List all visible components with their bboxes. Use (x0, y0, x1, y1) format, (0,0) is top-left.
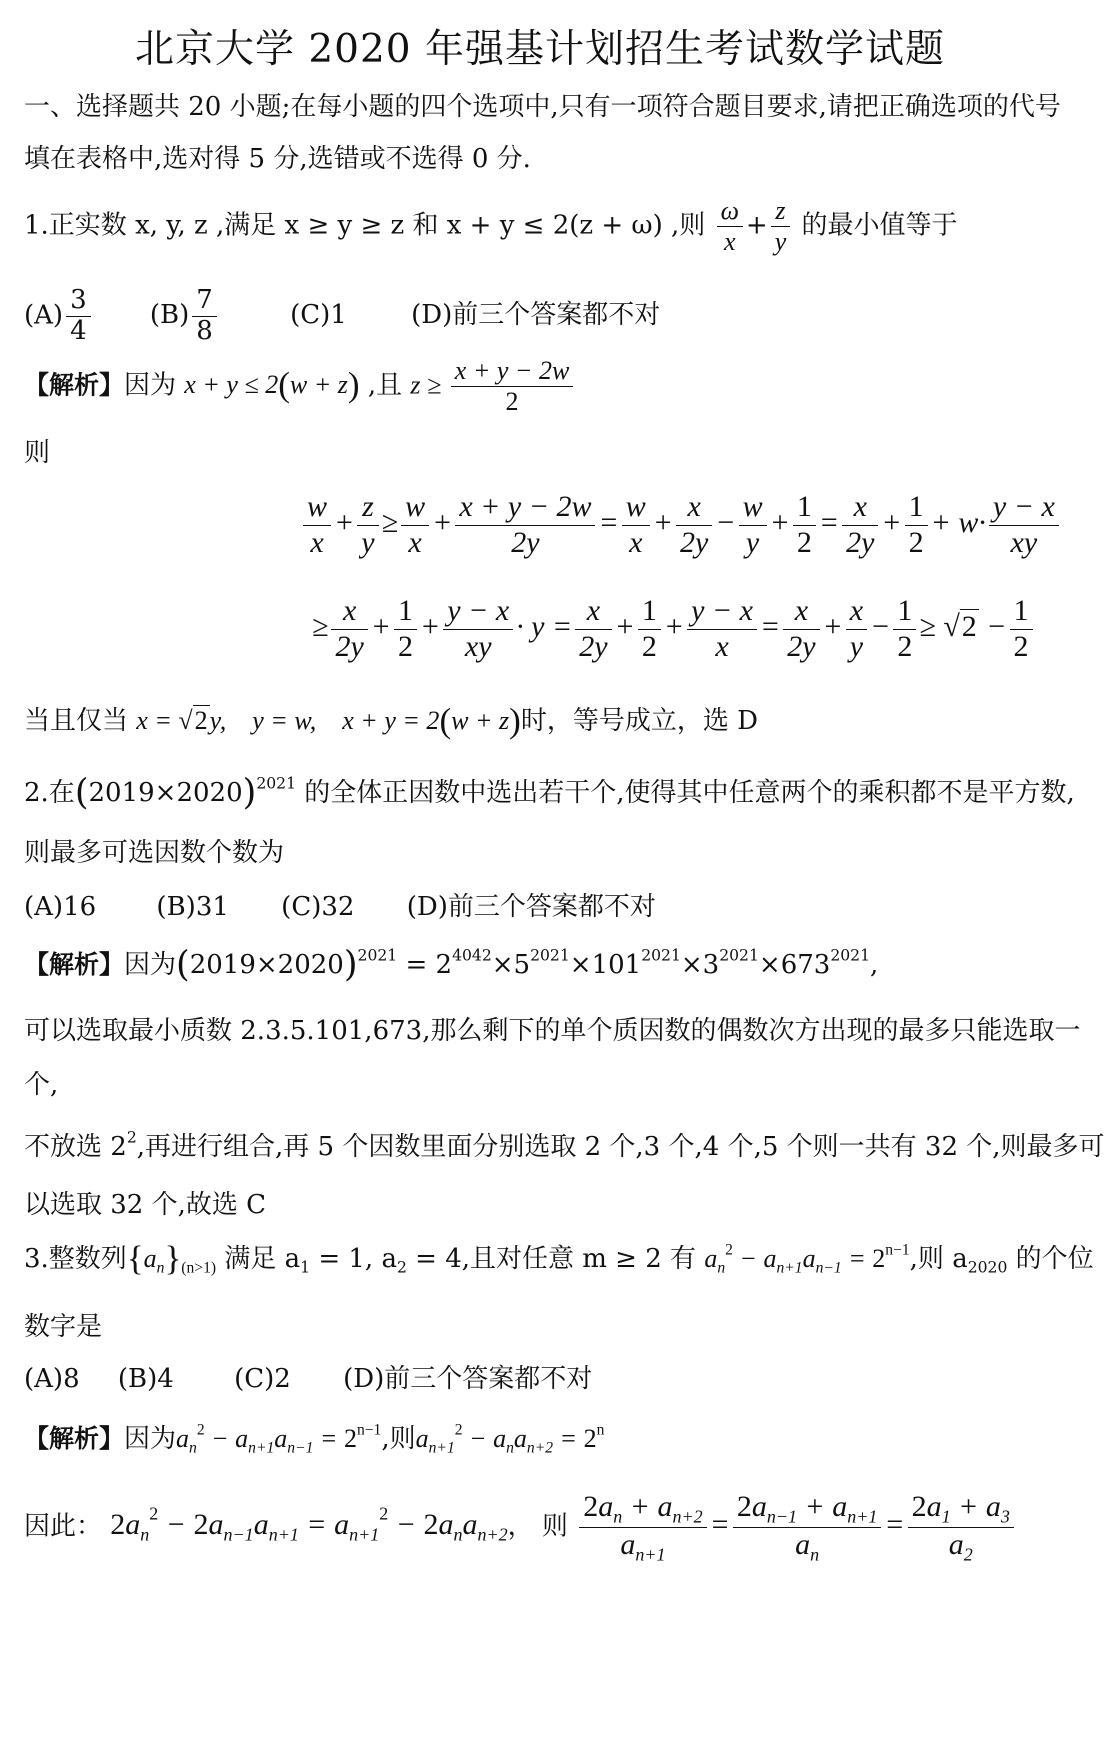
q1-conclusion-post: 时，等号成立，选 D (520, 706, 758, 736)
q1-option-b-num: 7 (192, 286, 217, 317)
q1-option-b-den: 8 (196, 315, 213, 346)
q1-option-a-label: (A) (24, 300, 64, 331)
q2-analysis-label: 【解析】 (24, 950, 125, 980)
q3-analysis-then: ,则 (381, 1424, 416, 1454)
q2-p3-pre: 不放选 (24, 1132, 103, 1162)
q1-option-a-fraction (66, 286, 91, 347)
q1-conclusion-pre: 当且仅当 (24, 706, 129, 736)
q3-therefore-label: 因此： (24, 1511, 103, 1542)
q3-line-2: 数字是 (24, 1312, 103, 1342)
q2-option-c: (C)32 (281, 892, 355, 922)
q3-prefix: 3.整数列 (24, 1244, 127, 1274)
q2-option-b: (B)31 (156, 892, 229, 922)
q2-analysis-p3: 不放选 $2^2$,再进行组合,再 5 个因数里面分别选取 2 个,3 个,4 个,5 个则一共有 32 个,则最多可 (24, 1128, 1105, 1162)
q2-analysis-p2: 个, (24, 1070, 59, 1100)
q2-analysis-p1: 可以选取最小质数 2.3.5.101,673,那么剩下的单个质因数的偶数次方出现的最多只能选取一 (24, 1016, 1081, 1046)
q1-analysis-because: 因为 (124, 370, 177, 401)
q1-then: 则 (24, 438, 51, 468)
q1-option-b-fraction (192, 286, 217, 347)
q3-analysis: 【解析】因为$a_n^2 - a_{n+1}a_{n-1} = 2^{n-1}$,则$a_{n+1}^2 - a_na_{n+2} = 2^n$ (24, 1421, 605, 1457)
q1-option-c: (C)1 (290, 300, 347, 331)
q1-options (24, 286, 660, 347)
q2-option-d: (D)前三个答案都不对 (406, 892, 656, 922)
q3-option-b: (B)4 (117, 1364, 174, 1394)
q1-fraction-omega-x: $\frac{\omega}{x}$ (717, 196, 743, 257)
q2-analysis: 【解析】因为$(2019\times 2020)^{2021} = 2^{4042}\times 5^{2021}\times 101^{2021}\times 3^{2021}\times 673^{2021}$, (24, 944, 879, 985)
page-title: 北京大学 2020 年强基计划招生考试数学试题 (134, 27, 946, 72)
q1-option-a-num: 3 (66, 286, 91, 317)
q3-mid-2: ,且对任意 (461, 1244, 574, 1274)
q2-prefix: 2.在 (24, 778, 75, 809)
q1-option-a-den: 4 (70, 315, 87, 346)
intro-line-1: 一、选择题共 20 小题;在每小题的四个选项中,只有一项符合题目要求,请把正确选项的代号 (24, 92, 1061, 122)
q2-statement-text: 的全体正因数中选出若干个,使得其中任意两个的乘积都不是平方数, (304, 778, 1075, 809)
q3-mid-3: 有 (670, 1244, 697, 1274)
q1-prefix: 1.正实数 x, y, z ,满足 x ≥ y ≥ z 和 x + y ≤ 2(z + ω) ,则 (24, 210, 706, 241)
q3-then-label: 则 (541, 1511, 568, 1542)
q1-derivation-line-2: ≥ $\frac{x}{2y}$ + $\frac{1}{2}$ + $\frac{y - x}{xy}$ · y = $\frac{x}{2y}$ + $\frac{1}{2}$ + $\frac{y - x}{x}$ = $\frac{x}{2y}$ + $\frac{x}{y}$ − $\frac{1}{2}$ ≥ √2 − $\frac{1}{2}$ (312, 594, 1036, 664)
q1-suffix: 的最小值等于 (801, 210, 958, 241)
q1-conclusion: 当且仅当 x = √2y, y = w, x + y = 2(w + z)时，等号成立，选 D (24, 700, 758, 740)
q1-statement: 1.正实数 x, y, z ,满足 x ≥ y ≥ z 和 x + y ≤ 2(z + ω) ,则 $\frac{\omega}{x}$ + $\frac{z}{y}$ 的最小值等于 (24, 196, 958, 256)
q3-mid-4: ,则 (909, 1244, 944, 1274)
q3-therefore: 因此： $2a_n^2 - 2a_{n-1}a_{n+1} = a_{n+1}^2 - 2a_na_{n+2}$， 则 $\frac{2a_n + a_{n+2}}{a_{n+1}}$ = $\frac{2a_{n-1} + a_{n+1}}{a_n}$ = $\frac{2a_1 + a_3}{a_2}$ (24, 1490, 1017, 1565)
q3-option-a: (A)8 (24, 1364, 80, 1394)
q1-derivation-line-1: $\frac{w}{x}$ + $\frac{z}{y}$ ≥ $\frac{w}{x}$ + $\frac{x + y - 2w}{2y}$ = $\frac{w}{x}$ + $\frac{x}{2y}$ − $\frac{w}{y}$ + $\frac{1}{2}$ = $\frac{x}{2y}$ + $\frac{1}{2}$ + w· $\frac{y - x}{xy}$ (300, 490, 1062, 560)
q3-option-d: (D)前三个答案都不对 (343, 1364, 593, 1394)
q2-analysis-p4: 以选取 32 个,故选 C (24, 1190, 267, 1220)
q3-statement: 3.整数列$\{a_n\}_{(n>1)}$ 满足 $a_1 = 1$, $a_2 = 4$,且对任意 m ≥ 2 有 $a_n^2 - a_{n+1}a_{n-1} = 2^{n-1}$,则 $a_{2020}$ 的个位 (24, 1238, 1094, 1278)
q3-option-c: (C)2 (234, 1364, 291, 1394)
q2-statement: 2.在$(2019\times 2020)^{2021}$ 的全体正因数中选出若干个,使得其中任意两个的乘积都不是平方数, (24, 772, 1075, 813)
q2-p3-post: ,再进行组合,再 5 个因数里面分别选取 2 个,3 个,4 个,5 个则一共有 32 个,则最多可 (136, 1132, 1105, 1162)
q1-analysis-fraction: $\frac{x + y - 2w}{2}$ (451, 356, 574, 417)
q3-analysis-label: 【解析】 (24, 1424, 125, 1453)
q2-options (24, 886, 656, 923)
intro-line-2: 填在表格中,选对得 5 分,选错或不选得 0 分. (24, 144, 531, 174)
q3-mid-1: 满足 (224, 1244, 277, 1274)
q2-line-2: 则最多可选因数个数为 (24, 838, 285, 868)
q1-option-d: (D)前三个答案都不对 (411, 300, 661, 331)
q3-suffix: 的个位 (1015, 1244, 1094, 1274)
q2-analysis-because: 因为 (124, 950, 177, 981)
q3-analysis-because: 因为 (124, 1424, 177, 1454)
q1-analysis-label: 【解析】 (24, 370, 125, 400)
q1-fraction-z-y: $\frac{z}{y}$ (771, 196, 791, 257)
q1-analysis-and: ,且 (367, 370, 403, 401)
q2-option-a: (A)16 (24, 892, 97, 922)
q3-options (24, 1358, 592, 1395)
q1-analysis: 【解析】因为 x + y ≤ 2(w + z) ,且 z ≥ $\frac{x + y - 2w}{2}$ (24, 356, 576, 417)
q1-option-b-label: (B) (149, 300, 190, 331)
